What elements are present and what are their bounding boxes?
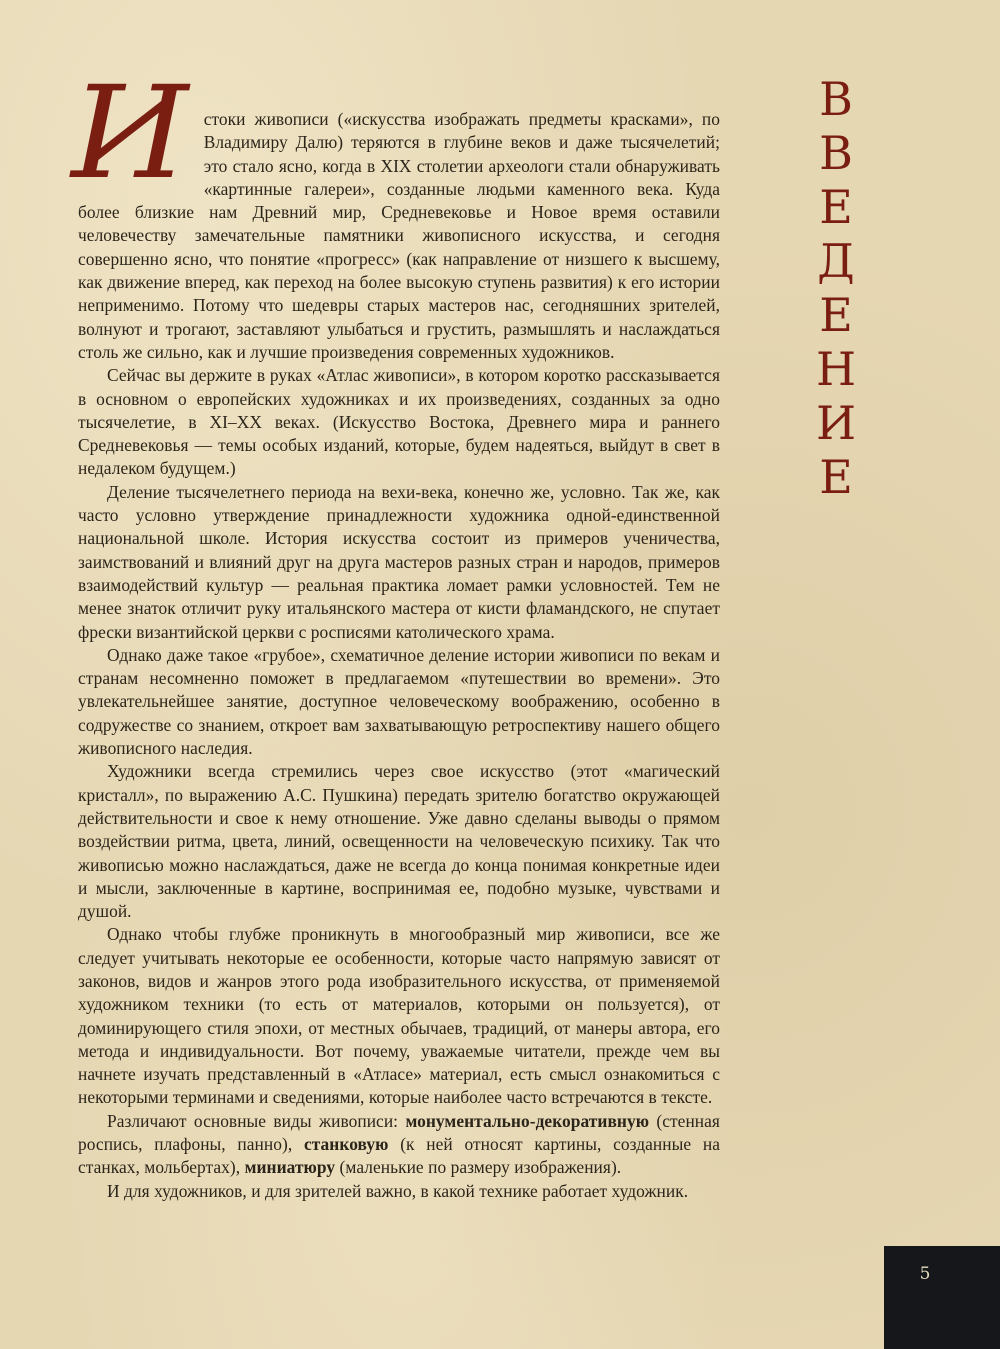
term-miniature: миниатюру bbox=[244, 1157, 336, 1178]
paragraph-1-text: стоки живописи («искусства изображать предметы красками», по Владимиру Далю) теряются в глубине веков и даже тысячелетий; это стало ясно, когда в XIX столетии археологи стали обнаруживать «картинные галереи», созданные людьми каменного века. Куда более близкие нам Древний мир, Средневековье и Новое время оставили человечеству замечательные памятники живописного искусства, и сегодня совершенно ясно, что понятие «прогресс» (как направление от низшего к высшему, как движение вперед, как переход на более высокую ступень развития) к его истории неприменимо. Потому что шедевры старых мастеров нас, сегодняшних зрителей, волнуют и трогают, заставляют улыбаться и грустить, размышлять и наслаждаться столь же сильно, как и лучшие произведения современных художников. bbox=[78, 109, 720, 362]
paragraph-7-text-1: Различают основные виды живописи: bbox=[107, 1110, 406, 1131]
paragraph-3: Деление тысячелетнего периода на вехи-века, конечно же, условно. Так же, как часто условно утверждение принадлежности художника одной-единственной национальной школе. История искусства состоит из примеров ученичества, заимствований и влияний друг на друга мастеров разных стран и народов, примеров взаимодействий культур — реальная практика ломает рамки условностей. Тем не менее знаток отличит руку итальянского мастера от кисти фламандского, не спутает фрески византийской церкви с росписями католического храма. bbox=[78, 481, 720, 642]
title-letter: Е bbox=[819, 180, 853, 234]
title-letter: Е bbox=[819, 450, 853, 504]
paragraph-4: Однако даже такое «грубое», схематичное деление истории живописи по векам и странам несомненно поможет в предлагаемом «путешествии во времени». Это увлекательнейшее занятие, доступное человеческому воображению, особенно в содружестве со знанием, откроет вам захватывающую ретроспективу нашего общего живописного наследия. bbox=[78, 644, 720, 759]
title-letter: В bbox=[819, 72, 853, 126]
paragraph-7-text-3: (к ней относят картины, созданные на станках, мольбертах), bbox=[78, 1134, 720, 1178]
title-letter: Д bbox=[817, 234, 855, 288]
title-letter: В bbox=[819, 126, 853, 180]
page-number-block bbox=[884, 1246, 1000, 1349]
paragraph-5: Художники всегда стремились через свое искусство (этот «магический кристалл», по выражению А.С. Пушкина) передать зрителю богатство окружающей действительности и свое к нему отношение. Уже давно сделаны выводы о прямом воздействии ритма, цвета, линий, освещенности на человеческую психику. Так что живописью можно наслаждаться, даже не всегда до конца понимая конкретные идеи и мысли, заключенные в картине, воспринимая ее, подобно музыке, чувствами и душой. bbox=[78, 761, 720, 922]
chapter-title-vertical bbox=[812, 72, 860, 504]
body-text bbox=[71, 59, 720, 1203]
title-letter: И bbox=[815, 396, 857, 450]
paragraph-2: Сейчас вы держите в руках «Атлас живописи», в котором коротко рассказывается в основном о европейских художниках и их произведениях, созданных за одно тысячелетие, в XI–XX веках. (Искусство Востока, Древнего мира и раннего Средневековья — темы особых изданий, которые, будем надеяться, выйдут в свет в недалеком будущем.) bbox=[78, 365, 720, 479]
paragraph-7-text-2: (стенная роспись, плафоны, панно), bbox=[78, 1110, 720, 1155]
title-letter: Е bbox=[819, 288, 853, 342]
drop-cap: И bbox=[71, 59, 189, 208]
paragraph-7 bbox=[78, 1110, 720, 1180]
term-easel: станковую bbox=[303, 1134, 389, 1155]
paragraph-8: И для художников, и для зрителей важно, в какой технике работает художник. bbox=[107, 1180, 689, 1201]
paragraph-7-text-4: (маленькие по размеру изображения). bbox=[335, 1157, 622, 1178]
paragraph-1 bbox=[71, 59, 720, 364]
paragraph-6: Однако чтобы глубже проникнуть в многообразный мир живописи, все же следует учитывать некоторые ее особенности, которые часто напрямую зависят от законов, видов и жанров этого рода изобразительного искусства, от применяемой художником техники (то есть от материалов, которыми он пользуется), от доминирующего стиля эпохи, от местных обычаев, традиций, от манеры автора, его метода и индивидуальности. Вот почему, уважаемые читатели, прежде чем вы начнете изучать представленный в «Атласе» материал, есть смысл ознакомиться с некоторыми терминами и сведениями, которые наиболее часто встречаются в тексте. bbox=[78, 924, 720, 1108]
term-monumental: монументально-декоративную bbox=[405, 1110, 650, 1131]
title-letter: Н bbox=[815, 342, 857, 396]
page-number: 5 bbox=[919, 1264, 931, 1284]
